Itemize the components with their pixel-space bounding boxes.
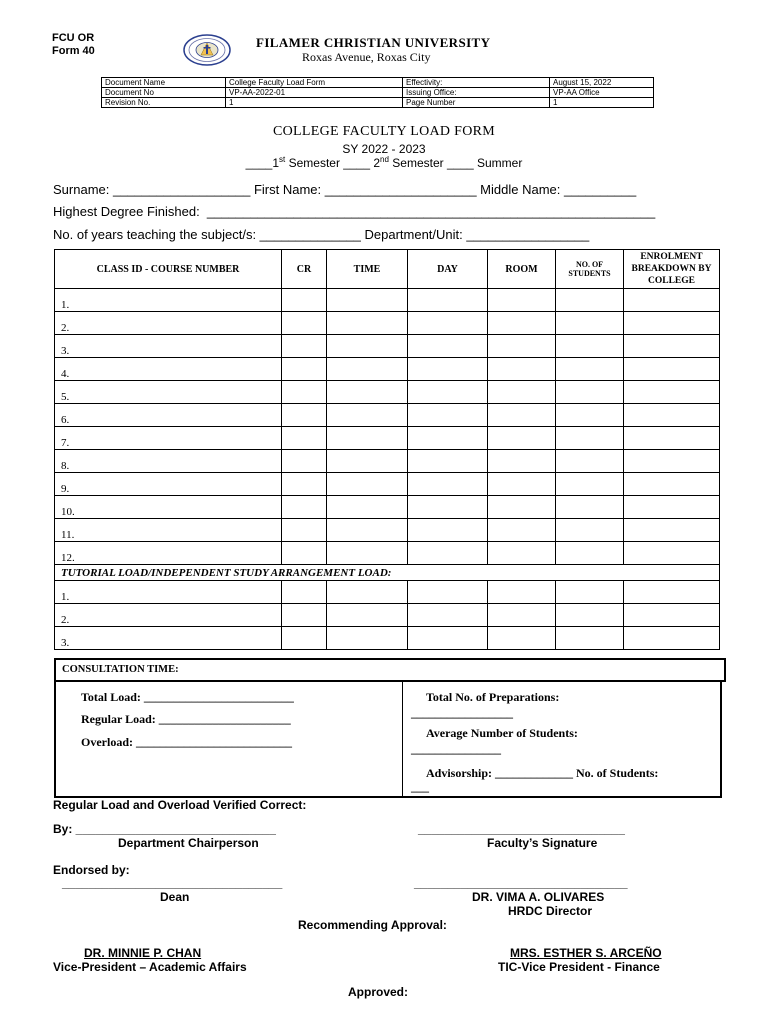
- col-header-cr: CR: [282, 250, 327, 289]
- table-cell[interactable]: [556, 496, 624, 519]
- row-number-cell[interactable]: 1.: [55, 289, 282, 312]
- table-cell[interactable]: [624, 519, 720, 542]
- first-sem-num: 1: [272, 156, 280, 170]
- table-cell[interactable]: [408, 358, 488, 381]
- faculty-signature-line[interactable]: _______________________________: [418, 822, 625, 836]
- table-cell[interactable]: [488, 289, 556, 312]
- table-row: [55, 473, 720, 496]
- table-cell[interactable]: [488, 450, 556, 473]
- table-cell[interactable]: [327, 473, 408, 496]
- table-cell[interactable]: [282, 358, 327, 381]
- row-number-cell[interactable]: 12.: [55, 542, 282, 565]
- meta-cell: 1: [550, 98, 654, 108]
- meta-cell: 1: [226, 98, 403, 108]
- table-cell[interactable]: [408, 581, 488, 604]
- table-cell[interactable]: [408, 427, 488, 450]
- table-cell[interactable]: [624, 450, 720, 473]
- table-cell[interactable]: [488, 404, 556, 427]
- dean-signature-line[interactable]: _________________________________: [62, 876, 283, 890]
- table-cell[interactable]: [556, 335, 624, 358]
- meta-row: [102, 98, 654, 108]
- table-cell[interactable]: [327, 627, 408, 650]
- form-code-line2: Form 40: [52, 45, 95, 57]
- form-code: [52, 32, 95, 58]
- table-cell[interactable]: [624, 542, 720, 565]
- table-cell[interactable]: [624, 312, 720, 335]
- table-cell[interactable]: [327, 496, 408, 519]
- table-cell[interactable]: [556, 627, 624, 650]
- school-year: SY 2022 - 2023: [342, 142, 426, 156]
- table-cell[interactable]: [624, 473, 720, 496]
- row-number-cell[interactable]: 1.: [55, 581, 282, 604]
- tutorial-rows: [55, 581, 720, 650]
- table-cell[interactable]: [488, 604, 556, 627]
- first-sem-sup: st: [279, 155, 286, 164]
- table-cell[interactable]: [624, 289, 720, 312]
- summer-label: Summer: [473, 156, 523, 170]
- vpf-title: TIC-Vice President - Finance: [498, 960, 660, 974]
- col-header-no-students: NO. OF STUDENTS: [556, 250, 624, 289]
- second-sem-num: 2: [373, 156, 381, 170]
- second-sem-blank[interactable]: ____: [343, 156, 370, 170]
- table-cell[interactable]: [327, 335, 408, 358]
- table-row: [55, 404, 720, 427]
- row-number-cell[interactable]: 5.: [55, 381, 282, 404]
- table-cell[interactable]: [408, 450, 488, 473]
- col-header-room: ROOM: [488, 250, 556, 289]
- table-cell[interactable]: [282, 289, 327, 312]
- meta-cell: Document No: [102, 88, 226, 98]
- row-number-cell[interactable]: 2.: [55, 312, 282, 335]
- meta-cell: Page Number: [403, 98, 550, 108]
- table-cell[interactable]: [556, 404, 624, 427]
- totals-box: [54, 680, 722, 798]
- table-cell[interactable]: [488, 312, 556, 335]
- table-cell[interactable]: [624, 358, 720, 381]
- table-cell[interactable]: [282, 473, 327, 496]
- table-cell[interactable]: [282, 627, 327, 650]
- table-cell[interactable]: [282, 450, 327, 473]
- table-row: [55, 604, 720, 627]
- advisorship-field[interactable]: Advisorship: _____________ No. of Students:: [426, 766, 659, 780]
- form-title: COLLEGE FACULTY LOAD FORM: [272, 124, 496, 139]
- row-number-cell[interactable]: 4.: [55, 358, 282, 381]
- table-cell[interactable]: [282, 312, 327, 335]
- regular-load-field[interactable]: Regular Load: ______________________: [81, 712, 291, 726]
- table-cell[interactable]: [282, 542, 327, 565]
- hrdc-signature-line[interactable]: ________________________________: [414, 876, 628, 890]
- table-cell[interactable]: [488, 627, 556, 650]
- years-department-line[interactable]: No. of years teaching the subject/s: ______________ Department/Unit: _________________: [53, 227, 590, 242]
- table-cell[interactable]: [624, 581, 720, 604]
- table-cell[interactable]: [556, 581, 624, 604]
- col-header-enrolment-breakdown: ENROLMENT BREAKDOWN BY COLLEGE: [624, 250, 720, 289]
- summer-blank[interactable]: ____: [446, 156, 474, 170]
- table-cell[interactable]: [408, 473, 488, 496]
- table-cell[interactable]: [624, 427, 720, 450]
- form-code-line1: FCU OR: [52, 32, 95, 44]
- table-cell[interactable]: [488, 335, 556, 358]
- row-number-cell[interactable]: 2.: [55, 604, 282, 627]
- table-cell[interactable]: [556, 289, 624, 312]
- faculty-load-table: [54, 249, 720, 650]
- tutorial-section-row: [55, 565, 720, 581]
- table-cell[interactable]: [282, 496, 327, 519]
- verified-label: Regular Load and Overload Verified Correct:: [53, 798, 307, 812]
- row-number-cell[interactable]: 11.: [55, 519, 282, 542]
- first-sem-label: Semester: [285, 156, 344, 170]
- table-cell[interactable]: [408, 519, 488, 542]
- row-number-cell[interactable]: 10.: [55, 496, 282, 519]
- table-cell[interactable]: [624, 404, 720, 427]
- table-cell[interactable]: [327, 542, 408, 565]
- meta-cell: VP-AA Office: [550, 88, 654, 98]
- university-name: FILAMER CHRISTIAN UNIVERSITY: [256, 35, 491, 50]
- table-cell[interactable]: [327, 312, 408, 335]
- table-cell[interactable]: [556, 473, 624, 496]
- total-load-field[interactable]: Total Load: _________________________: [81, 690, 294, 704]
- table-cell[interactable]: [624, 627, 720, 650]
- table-cell[interactable]: [408, 404, 488, 427]
- semester-selector: [0, 155, 768, 170]
- recommending-approval-label: Recommending Approval:: [298, 918, 447, 932]
- table-cell[interactable]: [282, 519, 327, 542]
- table-cell[interactable]: [408, 627, 488, 650]
- table-row: [55, 381, 720, 404]
- table-row: [55, 335, 720, 358]
- table-cell[interactable]: [624, 604, 720, 627]
- table-cell[interactable]: [556, 358, 624, 381]
- meta-row: [102, 78, 654, 88]
- table-cell[interactable]: [408, 289, 488, 312]
- overload-field[interactable]: Overload: __________________________: [81, 735, 292, 749]
- meta-cell: Document Name: [102, 78, 226, 88]
- table-row: [55, 289, 720, 312]
- table-cell[interactable]: [488, 358, 556, 381]
- table-cell[interactable]: [327, 519, 408, 542]
- table-cell[interactable]: [282, 381, 327, 404]
- table-header-row: [55, 250, 720, 289]
- meta-cell: August 15, 2022: [550, 78, 654, 88]
- total-preparations-blank[interactable]: _________________: [411, 706, 513, 720]
- dean-label: Dean: [160, 890, 190, 904]
- table-cell[interactable]: [282, 427, 327, 450]
- col-header-time: TIME: [327, 250, 408, 289]
- first-sem-blank[interactable]: ____: [245, 156, 273, 170]
- table-row: [55, 450, 720, 473]
- table-cell[interactable]: [488, 519, 556, 542]
- by-signature-line[interactable]: By: ______________________________: [53, 822, 276, 836]
- hrdc-title: HRDC Director: [508, 904, 593, 918]
- meta-cell: College Faculty Load Form: [226, 78, 403, 88]
- table-cell[interactable]: [282, 335, 327, 358]
- row-number-cell[interactable]: 8.: [55, 450, 282, 473]
- row-number-cell[interactable]: 3.: [55, 335, 282, 358]
- university-seal-logo: [182, 33, 232, 67]
- faculty-signature-label: Faculty’s Signature: [487, 836, 598, 850]
- table-cell[interactable]: [488, 473, 556, 496]
- table-cell[interactable]: [488, 542, 556, 565]
- endorsed-by-label: Endorsed by:: [53, 863, 130, 877]
- table-row: [55, 581, 720, 604]
- approved-label: Approved:: [348, 985, 408, 999]
- table-cell[interactable]: [556, 312, 624, 335]
- row-number-cell[interactable]: 9.: [55, 473, 282, 496]
- table-cell[interactable]: [408, 312, 488, 335]
- avg-students-label: Average Number of Students:: [426, 726, 578, 740]
- table-cell[interactable]: [327, 404, 408, 427]
- table-cell[interactable]: [556, 427, 624, 450]
- table-cell[interactable]: [408, 604, 488, 627]
- total-preparations-label: Total No. of Preparations:: [426, 690, 560, 704]
- table-cell[interactable]: [556, 519, 624, 542]
- col-header-day: DAY: [408, 250, 488, 289]
- table-row: [55, 312, 720, 335]
- hrdc-name: DR. VIMA A. OLIVARES: [472, 890, 605, 904]
- table-cell[interactable]: [327, 450, 408, 473]
- table-cell[interactable]: [327, 289, 408, 312]
- table-row: [55, 542, 720, 565]
- table-cell[interactable]: [488, 581, 556, 604]
- meta-cell: VP-AA-2022-01: [226, 88, 403, 98]
- table-cell[interactable]: [556, 381, 624, 404]
- table-cell[interactable]: [556, 450, 624, 473]
- dept-chair-label: Department Chairperson: [118, 836, 259, 850]
- table-cell[interactable]: [327, 604, 408, 627]
- meta-cell: Revision No.: [102, 98, 226, 108]
- table-cell[interactable]: [556, 542, 624, 565]
- row-number-cell[interactable]: 7.: [55, 427, 282, 450]
- name-fields-line[interactable]: Surname: ___________________ First Name: _____________________ Middle Name: __________: [53, 182, 637, 197]
- totals-divider: [402, 682, 403, 796]
- meta-cell: Effectivity:: [403, 78, 550, 88]
- table-cell[interactable]: [327, 381, 408, 404]
- table-cell[interactable]: [282, 404, 327, 427]
- consultation-time-row[interactable]: CONSULTATION TIME:: [54, 658, 726, 682]
- table-cell[interactable]: [327, 581, 408, 604]
- table-row: [55, 627, 720, 650]
- table-cell[interactable]: [327, 427, 408, 450]
- second-sem-label: Semester: [388, 156, 447, 170]
- document-meta-table: [101, 77, 654, 108]
- table-cell[interactable]: [624, 335, 720, 358]
- table-row: [55, 427, 720, 450]
- vpaa-name: DR. MINNIE P. CHAN: [84, 946, 202, 960]
- table-cell[interactable]: [488, 381, 556, 404]
- vpf-name: MRS. ESTHER S. ARCEÑO: [510, 946, 662, 960]
- table-cell[interactable]: [408, 542, 488, 565]
- table-row: [55, 496, 720, 519]
- advisorship-blank[interactable]: ___: [411, 780, 429, 794]
- tutorial-section-label: TUTORIAL LOAD/INDEPENDENT STUDY ARRANGEMENT LOAD:: [55, 565, 720, 581]
- load-rows: [55, 289, 720, 565]
- table-cell[interactable]: [282, 604, 327, 627]
- table-cell[interactable]: [556, 604, 624, 627]
- vpaa-title: Vice-President – Academic Affairs: [53, 960, 247, 974]
- table-row: [55, 358, 720, 381]
- table-cell[interactable]: [624, 496, 720, 519]
- row-number-cell[interactable]: 3.: [55, 627, 282, 650]
- table-cell[interactable]: [408, 335, 488, 358]
- table-cell[interactable]: [624, 381, 720, 404]
- second-sem-sup: nd: [380, 155, 389, 164]
- table-cell[interactable]: [488, 496, 556, 519]
- table-cell[interactable]: [408, 381, 488, 404]
- col-header-class-id: CLASS ID - COURSE NUMBER: [55, 250, 282, 289]
- meta-cell: Issuing Office:: [403, 88, 550, 98]
- table-row: [55, 519, 720, 542]
- table-cell[interactable]: [282, 581, 327, 604]
- meta-row: [102, 88, 654, 98]
- avg-students-blank[interactable]: _______________: [411, 742, 501, 756]
- row-number-cell[interactable]: 6.: [55, 404, 282, 427]
- university-address: Roxas Avenue, Roxas City: [302, 50, 431, 64]
- table-cell[interactable]: [408, 496, 488, 519]
- table-cell[interactable]: [488, 427, 556, 450]
- degree-field-line[interactable]: Highest Degree Finished: ______________________________________________________________: [53, 204, 656, 219]
- table-cell[interactable]: [327, 358, 408, 381]
